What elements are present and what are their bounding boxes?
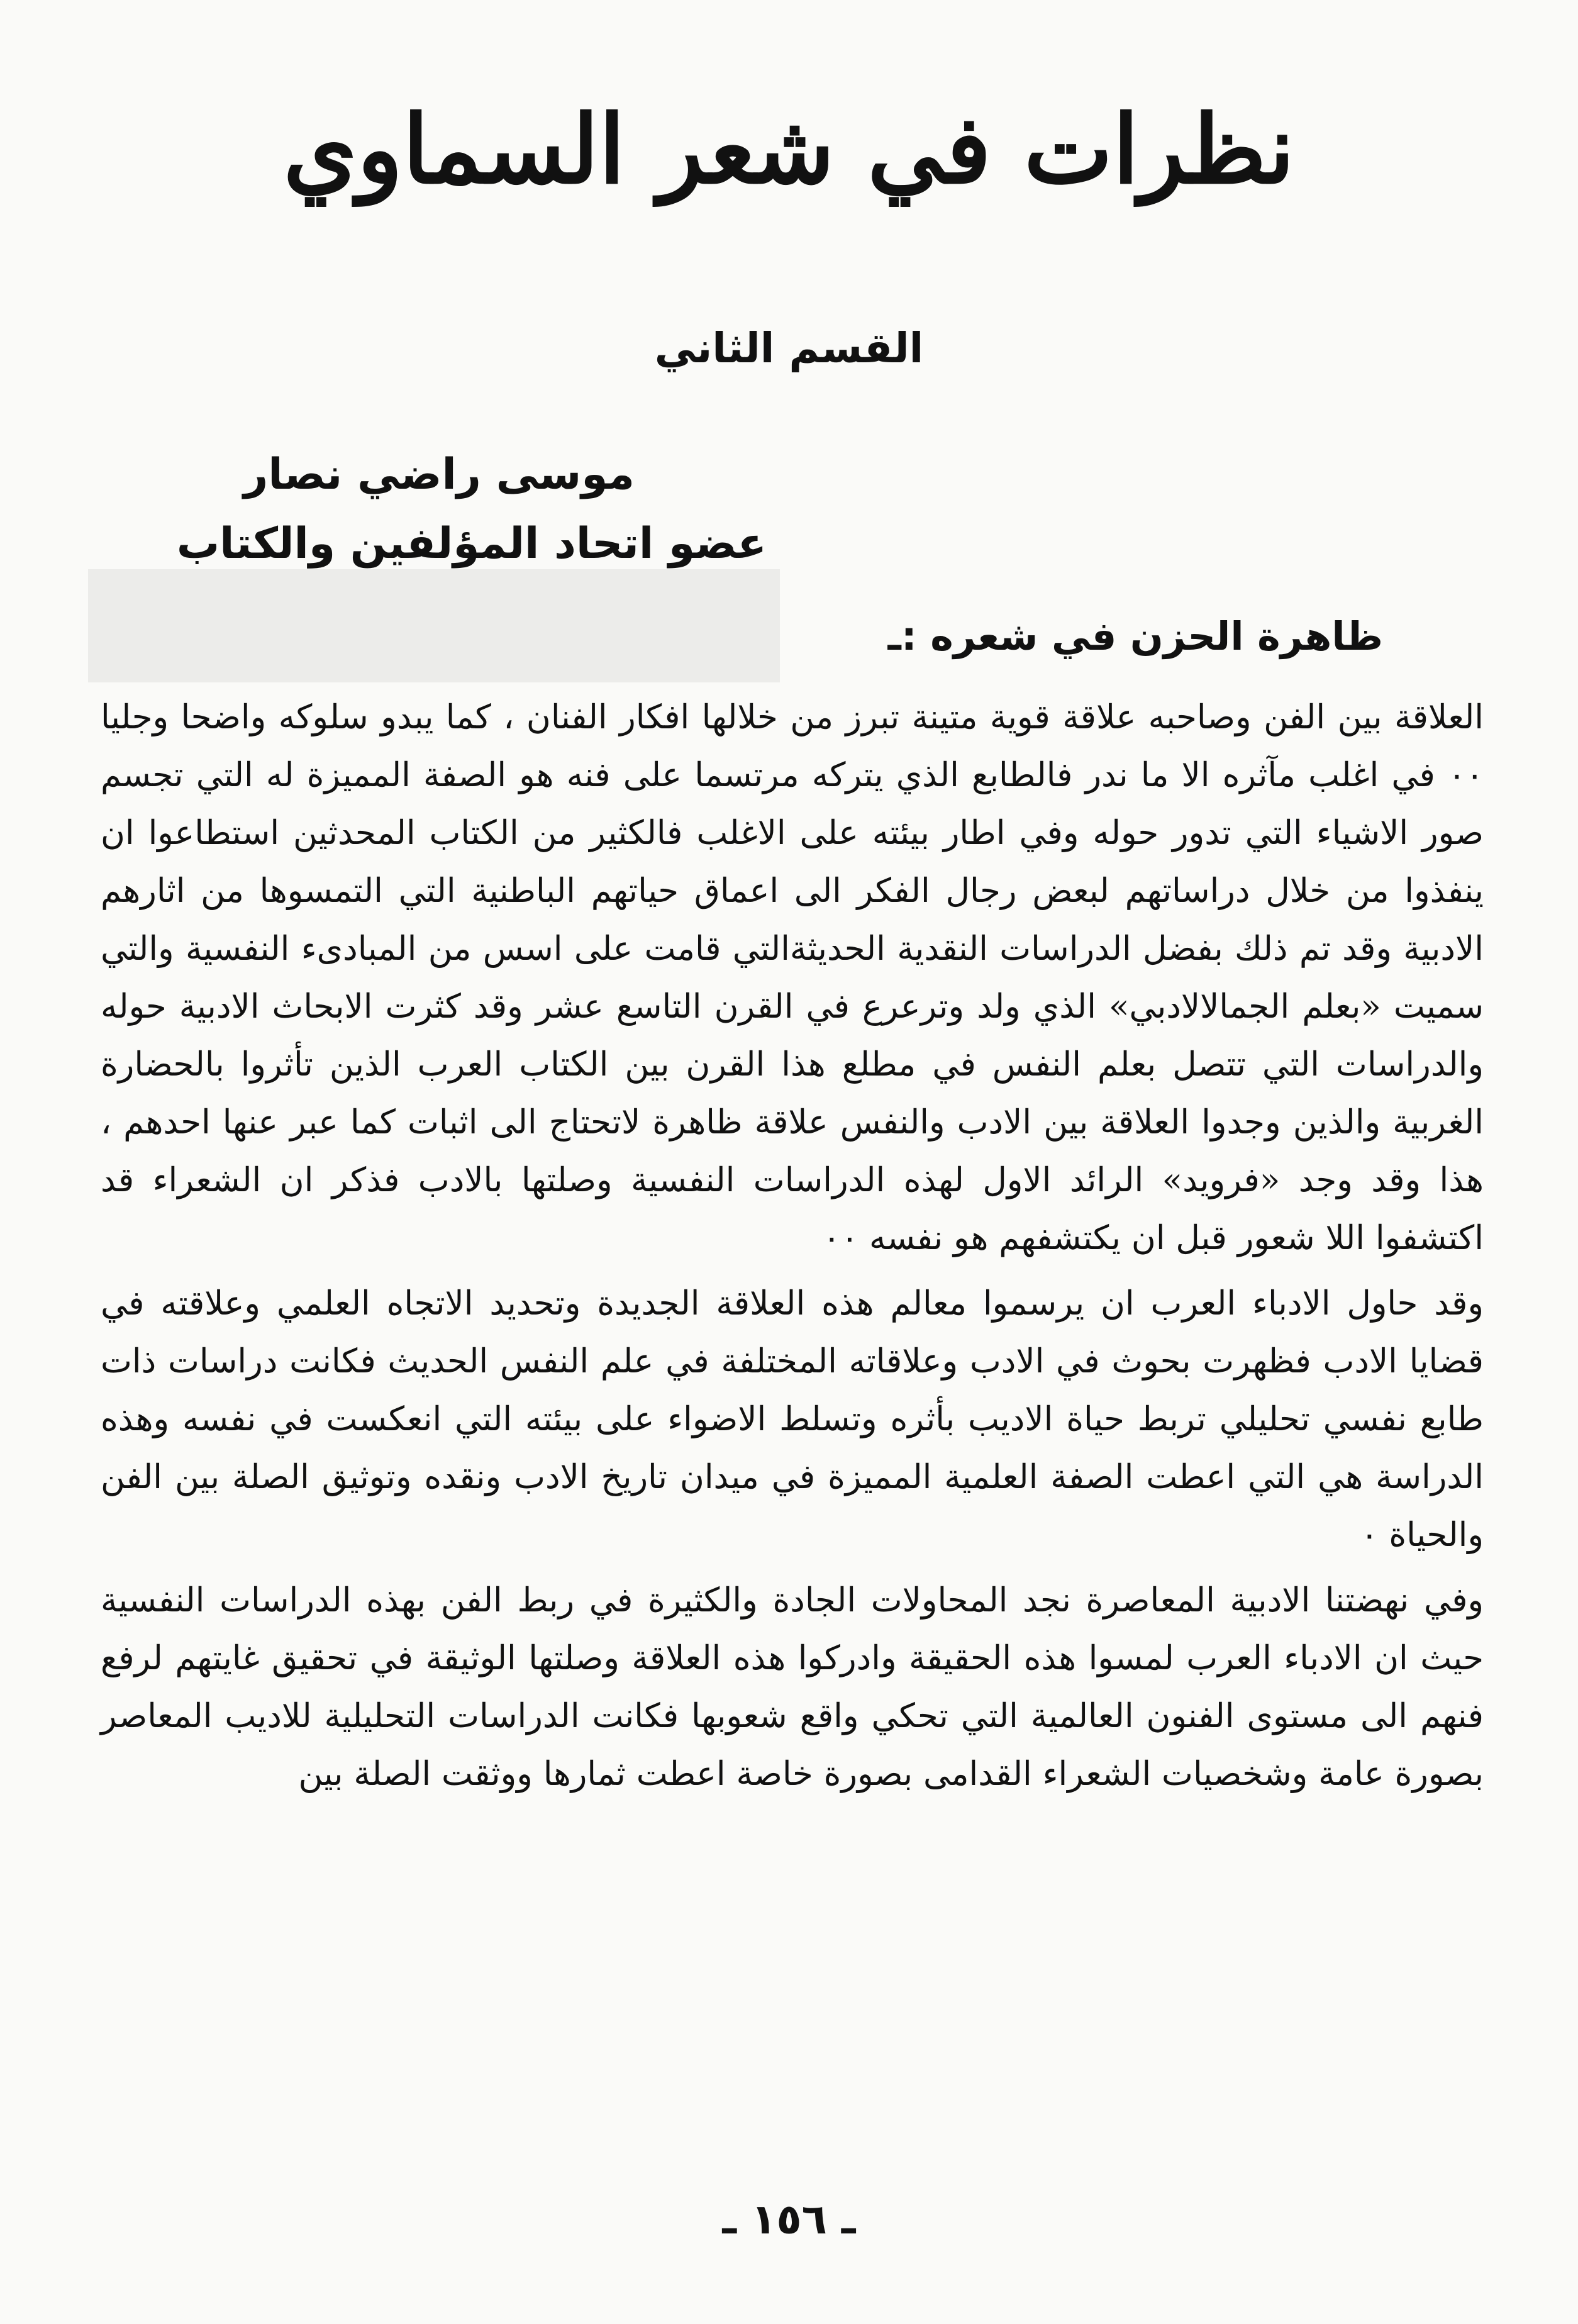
scan-shading: [88, 569, 780, 682]
paragraph: وقد حاول الادباء العرب ان يرسموا معالم هذه العلاقة الجديدة وتحديد الاتجاه العلمي وعلاقته في قضايا الادب فظهرت بحوث في الادب وعلاقاته المختلفة في علم النفس الحديث فكانت دراسات ذات طابع نفسي تحليلي تربط حياة الاديب بأثره وتسلط الاضواء على بيئته التي انعكست في نفسه وهذه الدراسة هي التي اعطت الصفة العلمية المميزة في ميدان تاريخ الادب ونقده وتوثيق الصلة بين الفن والحياة ٠: [101, 1284, 1484, 1554]
paragraph: وفي نهضتنا الادبية المعاصرة نجد المحاولات الجادة والكثيرة في ربط الفن بهذه الدراسات النفسية حيث ان الادباء العرب لمسوا هذه الحقيقة وادركوا هذه العلاقة وصلتها الوثيقة في تحقيق غايتهم لرفع فنهم الى مستوى الفنون العالمية التي تحكي واقع شعوبها فكانت الدراسات التحليلية للاديب المعاصر بصورة عامة وشخصيات الشعراء القدامى بصورة خاصة اعطت ثمارها ووثقت الصلة بين: [101, 1581, 1484, 1793]
body-text: [101, 689, 1484, 1811]
paragraph: العلاقة بين الفن وصاحبه علاقة قوية متينة تبرز من خلالها افكار الفنان ، كما يبدو سلوكه واضحا وجليا ٠٠ في اغلب مآثره الا ما ندر فالطابع الذي يتركه مرتسما على فنه هو الصفة المميزة له التي تجسم صور الاشياء التي تدور حوله وفي اطار بيئته على الاغلب فالكثير من الكتاب المحدثين استطاعوا ان ينفذوا من خلال دراساتهم لبعض رجال الفكر الى اعماق حياتهم الباطنية التي التمسوها من اثارهم الادبية وقد تم ذلك بفضل الدراسات النقدية الحديثةالتي قامت على اسس من المبادىء النفسية والتي سميت «بعلم الجمالالادبي» الذي ولد وترعرع في القرن التاسع عشر وقد كثرت الابحاث الادبية حوله والدراسات التي تتصل بعلم النفس في مطلع هذا القرن بين الكتاب العرب الذين تأثروا بالحضارة الغربية والذين وجدوا العلاقة بين الادب والنفس علاقة ظاهرة لاتحتاج الى اثبات كما عبر عنها احدهم ، هذا وقد وجد «فرويد» الرائد الاول لهذه الدراسات النفسية وصلتها بالادب فذكر ان الشعراء قد اكتشفوا اللا شعور قبل ان يكتشفهم هو نفسه ٠٠: [101, 698, 1484, 1257]
subheading: ظاهرة الحزن في شعره :ـ: [887, 613, 1383, 659]
author-affiliation: عضو اتحاد المؤلفين والكتاب: [176, 519, 767, 569]
author-name: موسى راضي نصار: [243, 450, 635, 499]
page-number: ـ ١٥٦ ـ: [722, 2195, 856, 2243]
page-title: نظرات في شعر السماوي: [283, 94, 1295, 205]
section-label: القسم الثاني: [654, 324, 924, 372]
